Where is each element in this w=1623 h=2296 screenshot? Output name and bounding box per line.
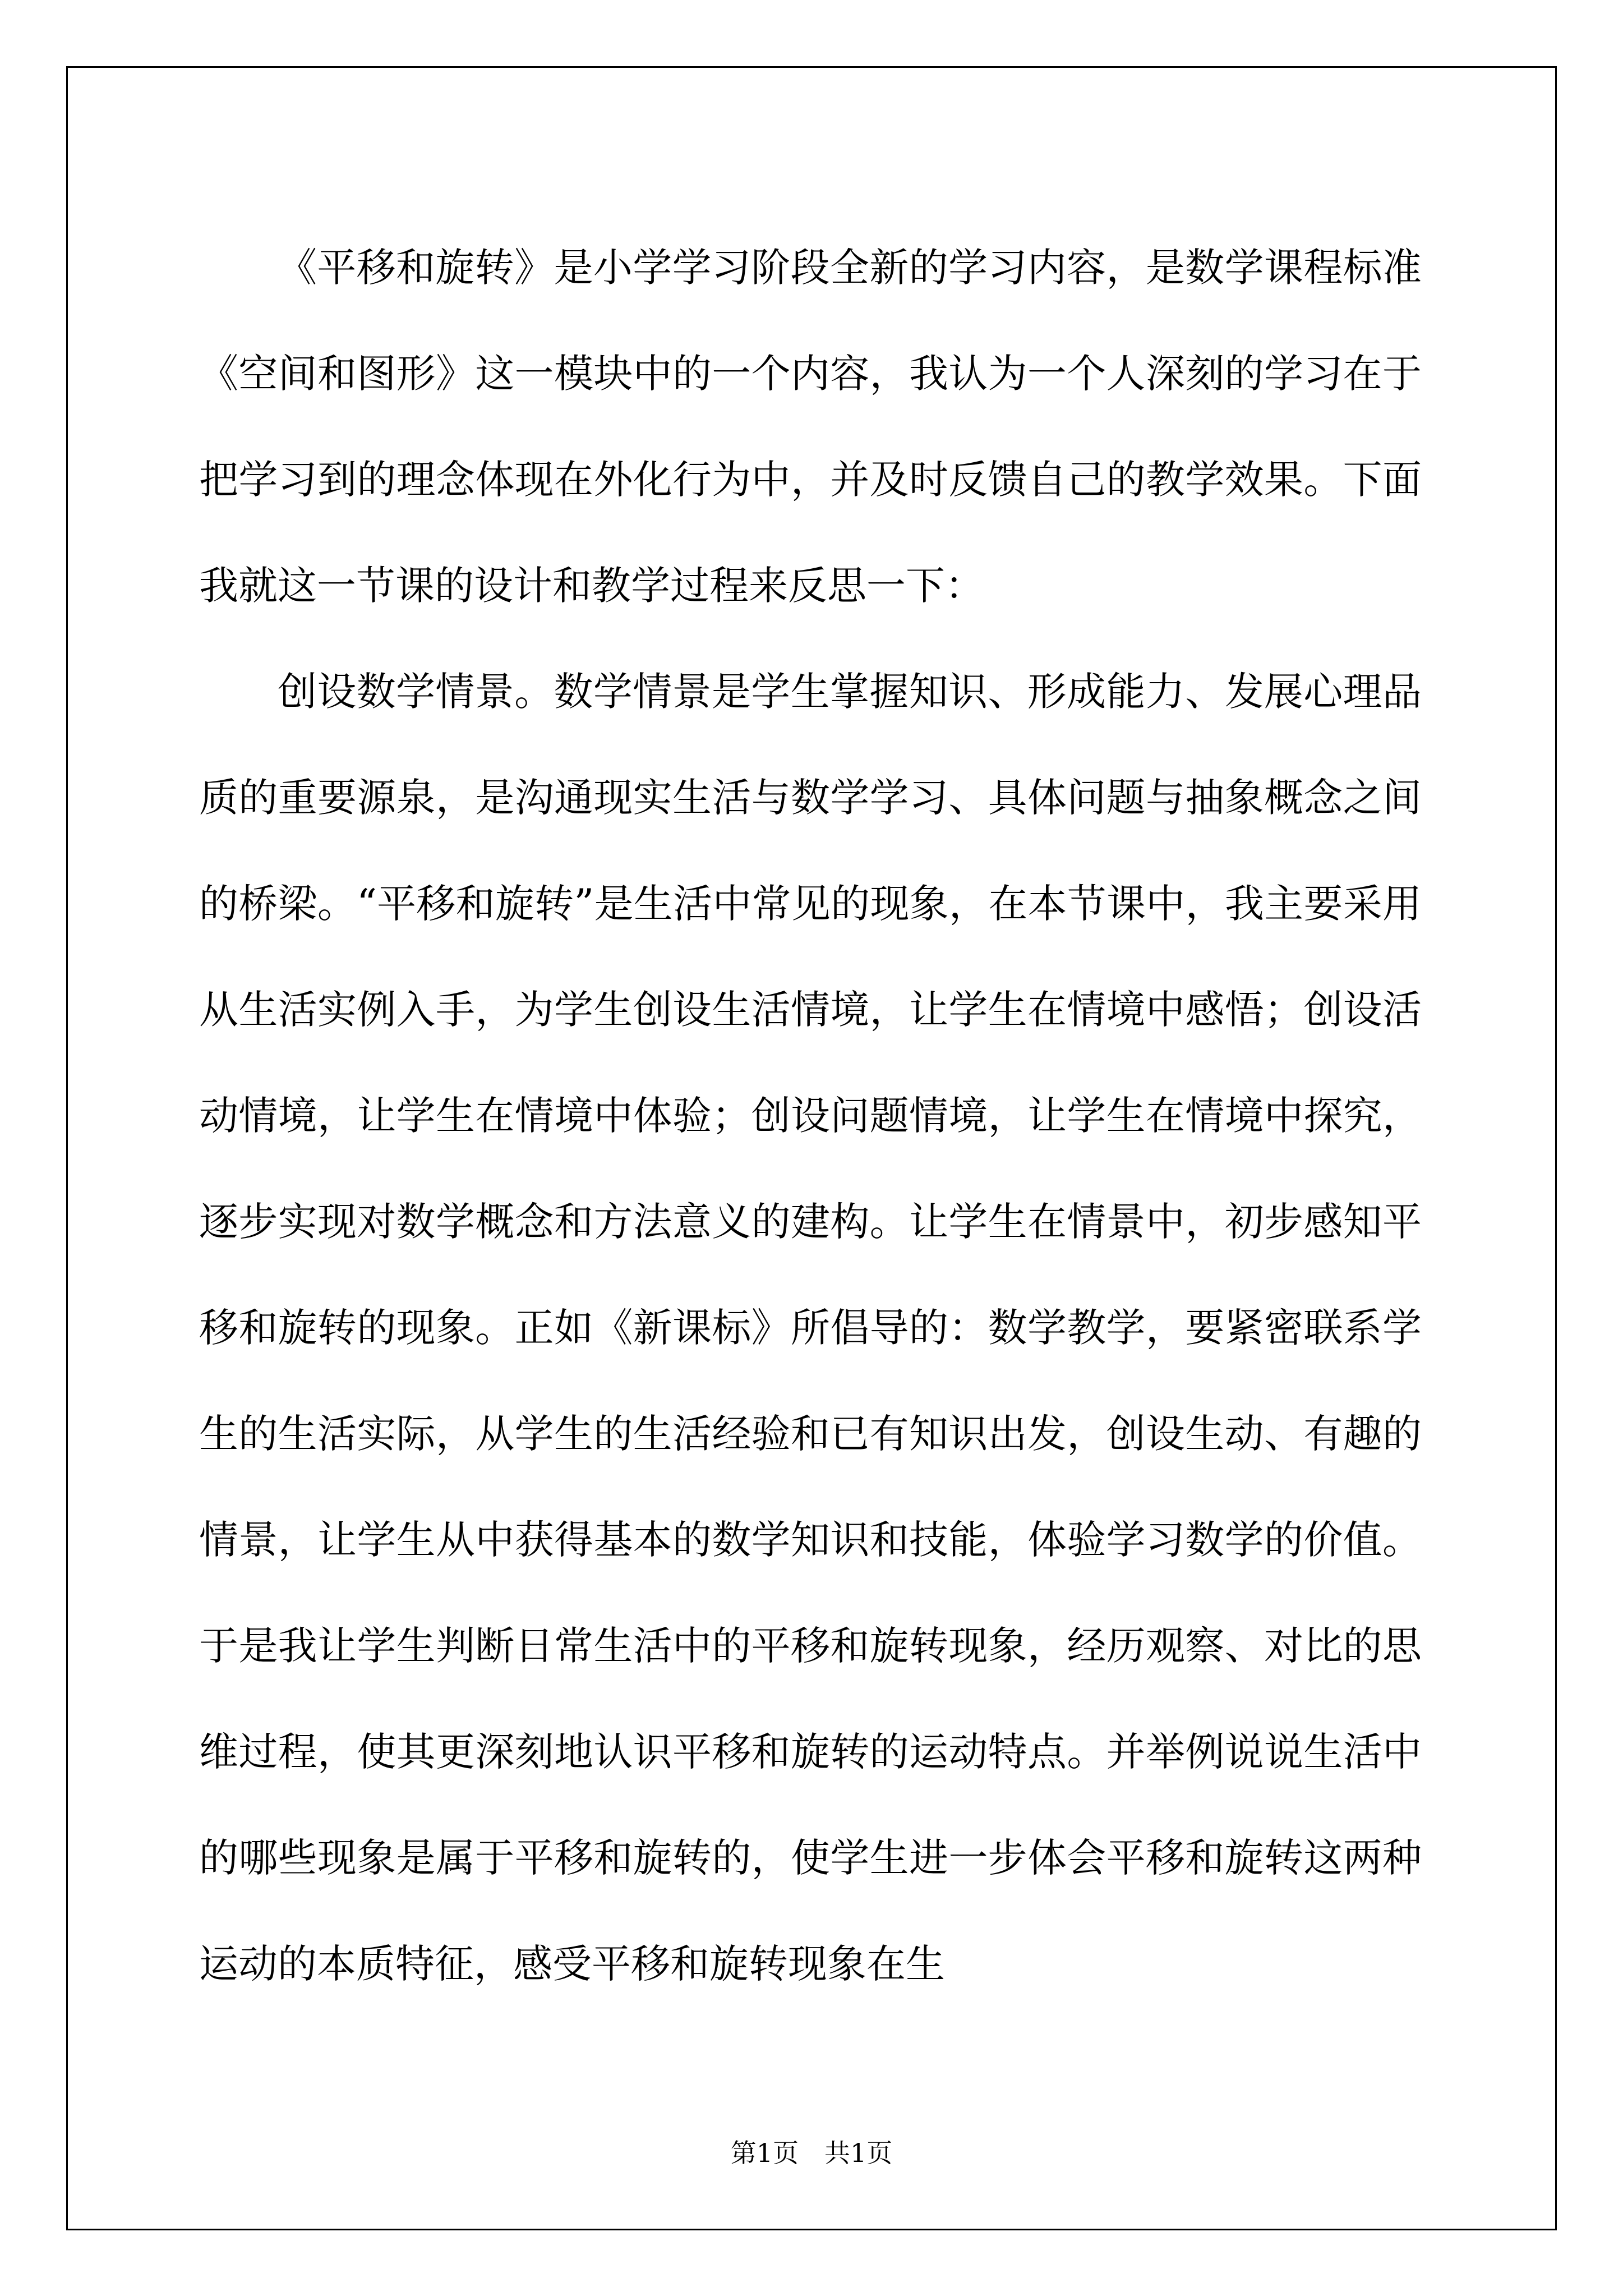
document-body (199, 215, 1422, 2017)
paragraph-2: 创设数学情景。数学情景是学生掌握知识、形成能力、发展心理品质的重要源泉，是沟通现实生活与数学学习、具体问题与抽象概念之间的桥梁。“平移和旋转”是生活中常见的现象，在本节课中，我主要采用从生活实例入手，为学生创设生活情境，让学生在情境中感悟；创设活动情境，让学生在情境中体验；创设问题情境，让学生在情境中探究，逐步实现对数学概念和方法意义的建构。让学生在情景中，初步感知平移和旋转的现象。正如《新课标》所倡导的：数学教学，要紧密联系学生的生活实际，从学生的生活经验和已有知识出发，创设生动、有趣的情景，让学生从中获得基本的数学知识和技能，体验学习数学的价值。于是我让学生判断日常生活中的平移和旋转现象，经历观察、对比的思维过程，使其更深刻地认识平移和旋转的运动特点。并举例说说生活中的哪些现象是属于平移和旋转的，使学生进一步体会平移和旋转这两种运动的本质特征，感受平移和旋转现象在生 (199, 669, 1422, 1987)
page-number-footer: 第1页 共1页 (730, 2138, 893, 2168)
paragraph-1: 《平移和旋转》是小学学习阶段全新的学习内容，是数学课程标准《空间和图形》这一模块中的一个内容，我认为一个人深刻的学习在于把学习到的理念体现在外化行为中，并及时反馈自己的教学效果。下面我就这一节课的设计和教学过程来反思一下： (199, 245, 1422, 609)
